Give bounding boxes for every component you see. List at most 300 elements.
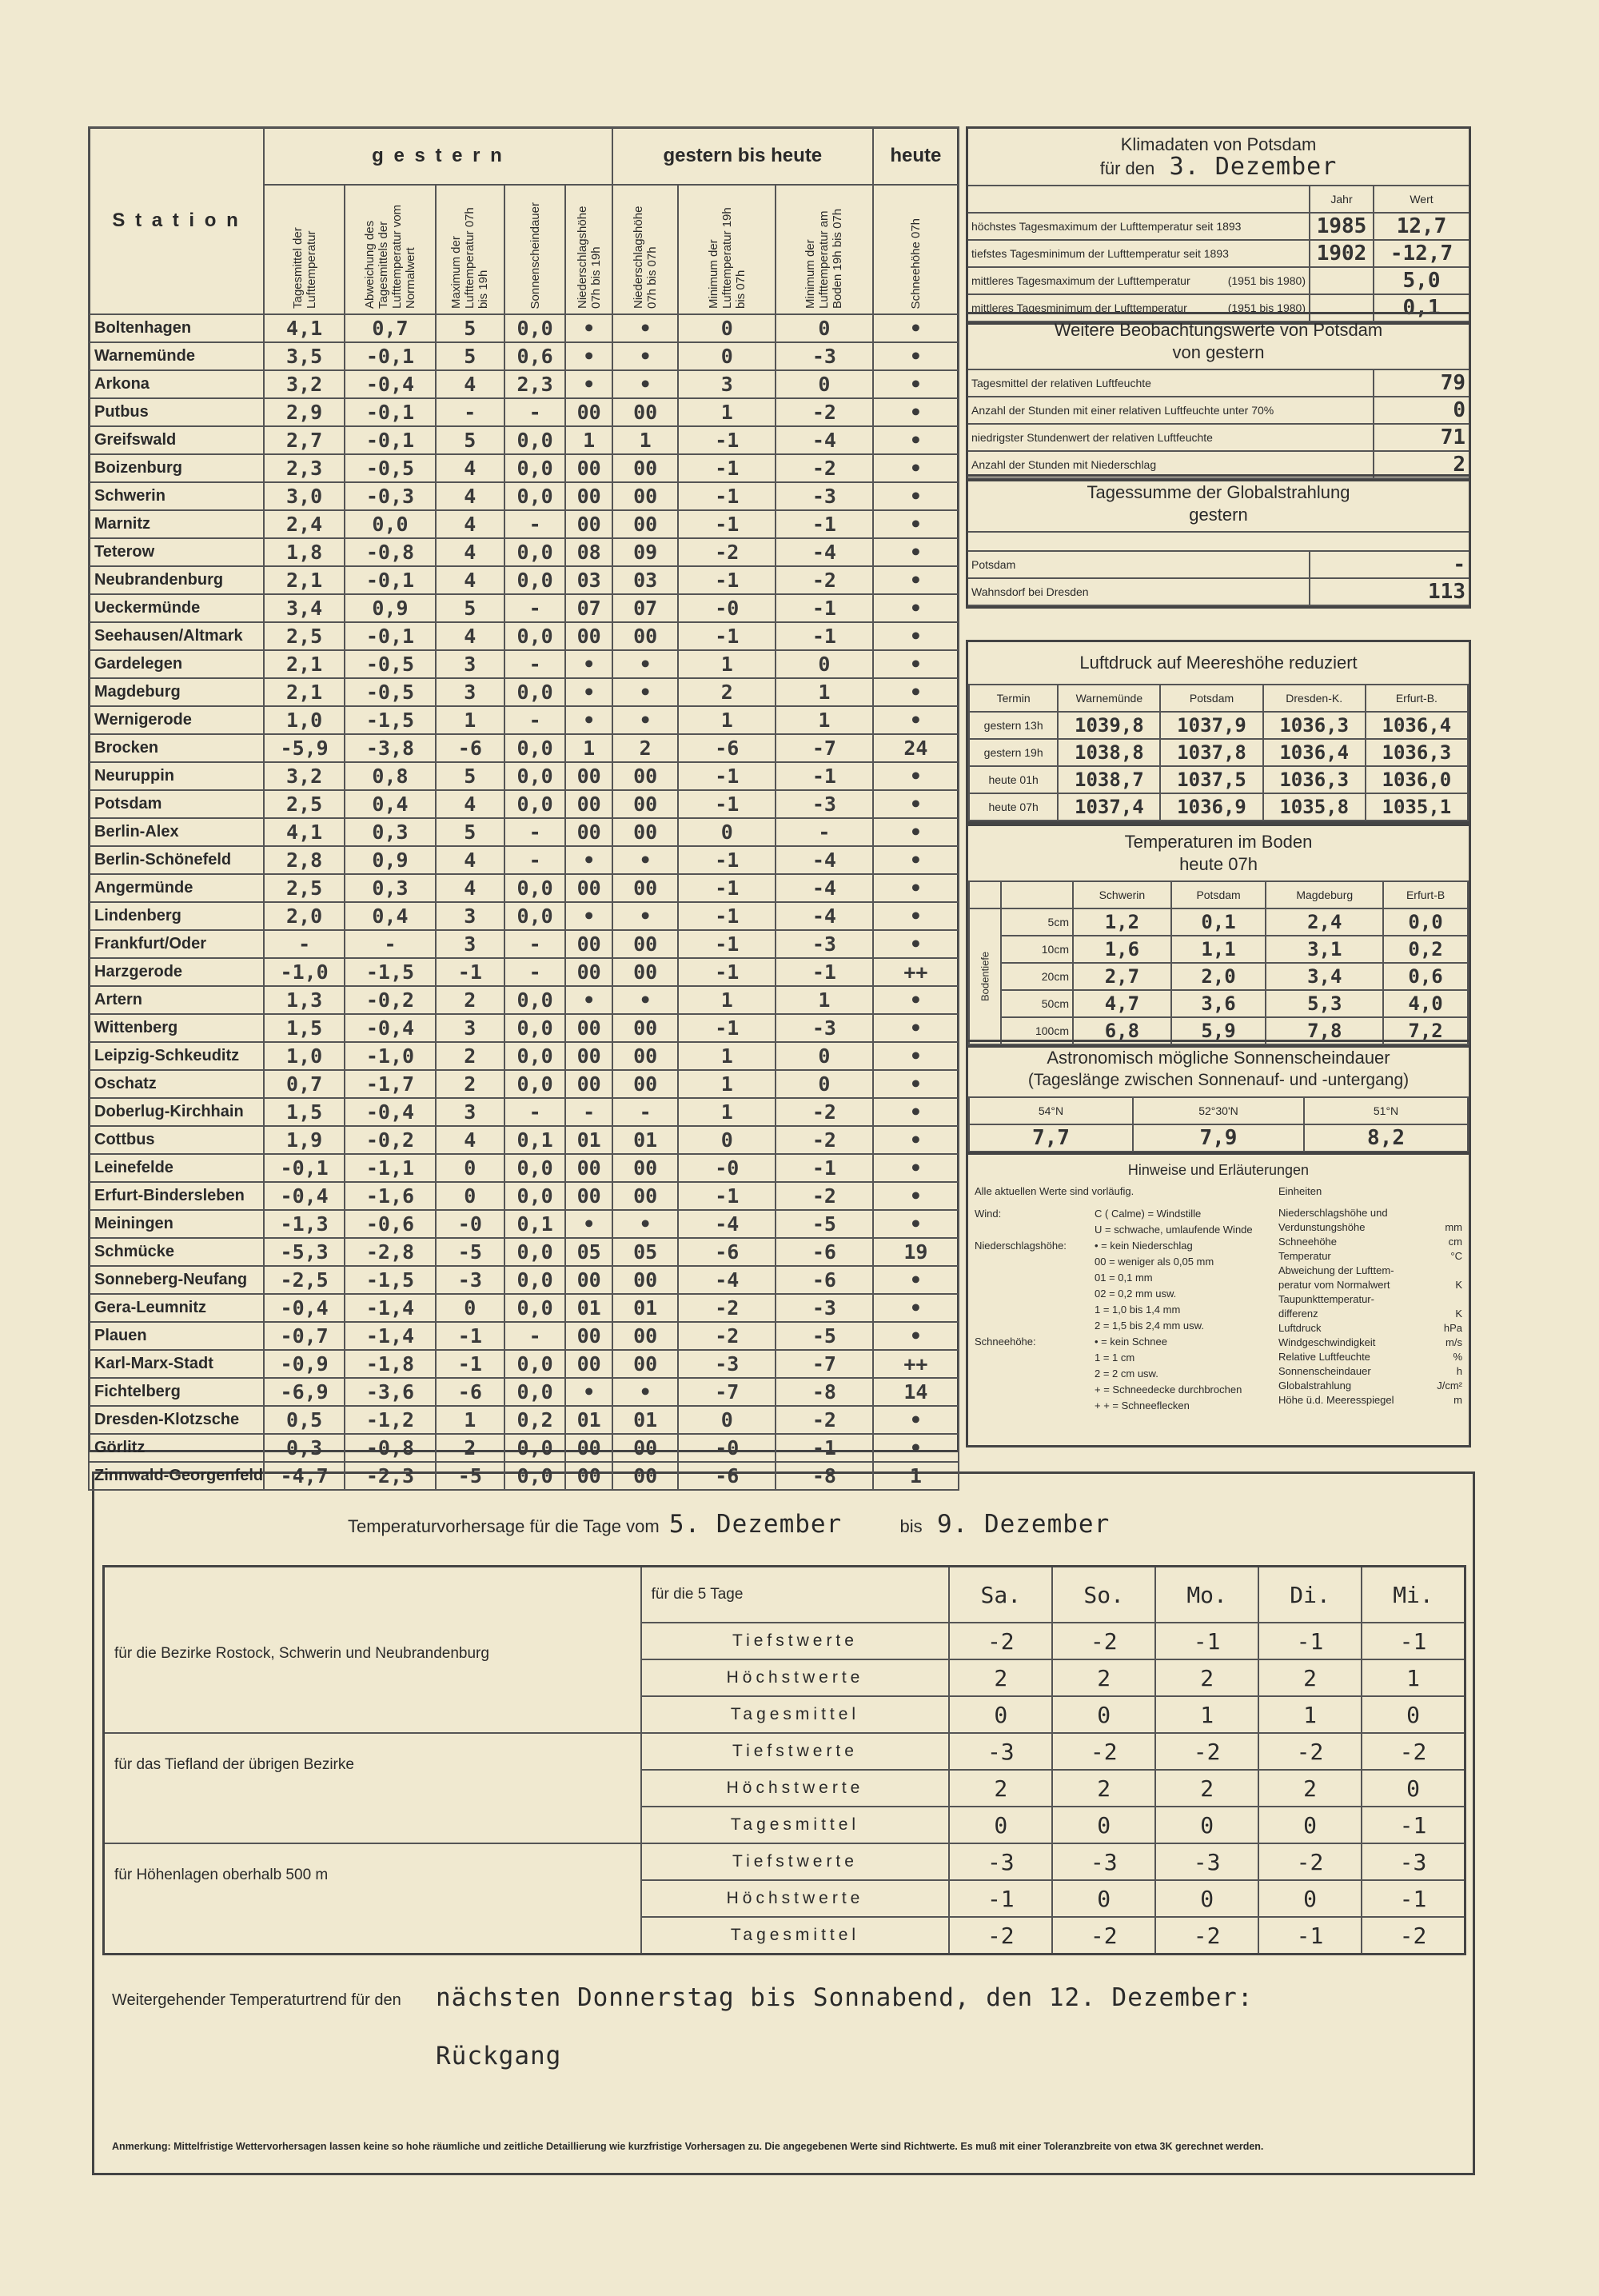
station-value: - [504,650,566,678]
hinweis-key [975,1366,1095,1382]
global-title: Tagessumme der Globalstrahlung [1087,482,1350,502]
hinweis-key [975,1254,1095,1270]
forecast-kind: Tiefstwerte [641,1843,950,1880]
station-name: Potsdam [89,790,264,818]
hinweis-line [975,1302,1278,1318]
boden-value: 1,6 [1073,936,1171,963]
station-value: -0,2 [345,1126,436,1154]
hinweis-text: 00 = weniger als 0,05 mm [1095,1256,1214,1268]
einheit-name: Abweichung der Lufttem- [1278,1264,1394,1276]
station-value: 0,0 [504,314,566,342]
station-row [89,1154,959,1182]
station-name: Meiningen [89,1210,264,1238]
station-value: 0,0 [504,482,566,510]
station-value: 2,1 [264,678,345,706]
station-value: -1 [776,510,873,538]
station-value: 1 [678,986,776,1014]
station-value: 5 [436,426,504,454]
station-value: 00 [565,1014,612,1042]
station-value: 3 [436,1098,504,1126]
station-value: 2 [436,1070,504,1098]
station-value: -6 [776,1266,873,1294]
station-value: - [504,930,566,958]
station-name: Zinnwald-Georgenfeld [89,1462,264,1490]
station-value: 0 [678,342,776,370]
einheit-line [1278,1278,1462,1292]
station-value: -6 [678,1238,776,1266]
station-value: 0,0 [504,734,566,762]
station-name: Putbus [89,398,264,426]
column-header [776,185,873,314]
station-value: -7 [678,1378,776,1406]
hinweis-key [975,1302,1095,1318]
hinweis-line [975,1222,1278,1238]
luftdruck-termin: heute 01h [969,766,1058,793]
column-header-text: Schneehöhe 07h [908,218,923,309]
station-value: 5 [436,818,504,846]
station-value: - [612,1098,679,1126]
station-value: 0,0 [504,874,566,902]
station-value: 00 [565,1266,612,1294]
station-value: 0 [678,314,776,342]
station-value: 4 [436,622,504,650]
klima-period: (1951 bis 1980) [1227,301,1306,314]
station-value: 00 [565,930,612,958]
luftdruck-header: Termin [969,685,1058,712]
luftdruck-panel [966,640,1471,824]
station-row [89,594,959,622]
station-value: 0,0 [504,1462,566,1490]
boden-header: Erfurt-B [1383,881,1468,908]
station-value: -6 [436,734,504,762]
station-value: -1 [678,902,776,930]
klima-row [968,213,1469,240]
station-row [89,1266,959,1294]
forecast-value: -1 [949,1880,1052,1917]
astro-value: 8,2 [1304,1124,1468,1152]
station-value: • [873,1210,959,1238]
luftdruck-header: Erfurt-B. [1366,685,1468,712]
station-value: -3 [776,482,873,510]
station-value: -0,1 [345,566,436,594]
forecast-value: 1 [1258,1696,1362,1733]
station-value: -7 [776,1350,873,1378]
station-value: -0,5 [345,678,436,706]
station-value: 3 [436,930,504,958]
station-value: -6 [776,1238,873,1266]
station-value: 0,0 [504,1266,566,1294]
station-value: -6,9 [264,1378,345,1406]
station-value: • [612,314,679,342]
station-row [89,1014,959,1042]
station-value: • [565,706,612,734]
station-value: 2 [612,734,679,762]
station-value: -0,8 [345,538,436,566]
station-value: 00 [612,1350,679,1378]
station-value: -1 [678,1014,776,1042]
hinweise-intro: Alle aktuellen Werte sind vorläufig. [975,1185,1134,1197]
station-value: -3,8 [345,734,436,762]
einheit-name: Verdunstungshöhe [1278,1221,1366,1233]
luftdruck-value: 1035,8 [1263,793,1366,821]
station-row [89,1378,959,1406]
station-value: • [873,370,959,398]
station-value: -3 [776,1014,873,1042]
hinweis-line [975,1270,1278,1286]
einheit-line [1278,1364,1462,1379]
station-value: • [873,930,959,958]
station-value: 3,5 [264,342,345,370]
hinweis-key [975,1222,1095,1238]
station-value: 0 [776,1042,873,1070]
station-value: -2 [776,566,873,594]
station-value: 00 [612,874,679,902]
station-value: 0 [678,1126,776,1154]
station-value: -0 [678,594,776,622]
station-value: • [873,706,959,734]
station-name: Berlin-Schönefeld [89,846,264,874]
station-row [89,818,959,846]
boden-value: 2,7 [1073,963,1171,990]
station-row [89,538,959,566]
column-header-text: Abweichung des Tagesmittels der Lufttemperatur vom Normalwert [362,204,417,309]
forecast-value: -2 [1052,1917,1155,1955]
boden-row [969,963,1468,990]
station-value: 2 [436,986,504,1014]
station-row [89,1210,959,1238]
station-value: -1,4 [345,1294,436,1322]
station-value: 0,8 [345,762,436,790]
station-value: • [565,1210,612,1238]
klima-date: 3. Dezember [1169,153,1338,181]
station-value: 0,0 [504,1070,566,1098]
station-name: Warnemünde [89,342,264,370]
station-value: -5 [436,1462,504,1490]
station-value: • [612,650,679,678]
forecast-value: 0 [1052,1696,1155,1733]
station-value: • [873,1406,959,1434]
forecast-value: 0 [1052,1880,1155,1917]
boden-value: 1,1 [1171,936,1266,963]
station-value: -1 [678,622,776,650]
station-value: -1,5 [345,706,436,734]
einheit-unit: mm [1445,1221,1462,1233]
station-value: • [612,1378,679,1406]
station-value: 0 [776,650,873,678]
station-value: 01 [565,1406,612,1434]
station-value: -1,7 [345,1070,436,1098]
station-value: 1 [776,986,873,1014]
station-row [89,902,959,930]
station-value: - [504,958,566,986]
station-value: • [565,902,612,930]
forecast-table [102,1565,1466,1955]
station-value: • [873,342,959,370]
hinweise-left [975,1206,1278,1414]
col-jahr: Jahr [1310,186,1374,213]
forecast-kind: Tiefstwerte [641,1733,950,1770]
column-header-text: Maximum der Lufttemperatur 07h bis 19h [449,207,491,309]
station-value: • [565,342,612,370]
station-value: 4 [436,538,504,566]
station-value: 00 [612,790,679,818]
station-value: 0,0 [504,1378,566,1406]
hinweis-line [975,1318,1278,1334]
klima-label: höchstes Tagesmaximum der Lufttemperatur seit 1893 [971,220,1242,233]
station-value: 4 [436,790,504,818]
luftdruck-value: 1036,3 [1366,739,1468,766]
einheit-name: Niederschlagshöhe und [1278,1207,1388,1219]
station-value: 0 [776,370,873,398]
station-value: 1 [678,650,776,678]
luftdruck-value: 1037,8 [1160,739,1262,766]
station-value: - [504,706,566,734]
station-value: 00 [612,398,679,426]
station-row [89,1098,959,1126]
station-value: 01 [565,1126,612,1154]
station-value: 5 [436,594,504,622]
station-value: -1 [776,594,873,622]
station-row [89,1070,959,1098]
boden-value: 4,7 [1073,990,1171,1017]
forecast-value: 0 [1052,1807,1155,1843]
hinweis-text: 02 = 0,2 mm usw. [1095,1288,1177,1300]
einheit-name: Relative Luftfeuchte [1278,1351,1370,1363]
station-value: 4 [436,482,504,510]
klima-wert: 12,7 [1374,213,1469,240]
einheit-name: Windgeschwindigkeit [1278,1336,1376,1348]
station-value: 1 [678,1098,776,1126]
hinweis-key [975,1398,1095,1414]
station-name: Gera-Leumnitz [89,1294,264,1322]
station-value: -0,8 [345,1434,436,1462]
station-value: 0,0 [504,790,566,818]
station-value: • [565,314,612,342]
station-value: 3 [436,678,504,706]
station-value: • [565,1378,612,1406]
station-value: • [873,902,959,930]
luftdruck-value: 1039,8 [1058,712,1160,739]
station-value: -1 [678,566,776,594]
weitere-label: Anzahl der Stunden mit Niederschlag [968,451,1374,478]
hinweis-key [975,1350,1095,1366]
station-value: • [873,510,959,538]
klima-label: mittleres Tagesminimum der Lufttemperatur [971,301,1187,314]
station-value: • [873,874,959,902]
station-value: -2,8 [345,1238,436,1266]
globalstrahlung-panel [966,474,1471,609]
einheit-unit: °C [1450,1250,1462,1262]
station-value: -0,1 [264,1154,345,1182]
hinweis-key [975,1382,1095,1398]
station-name: Lindenberg [89,902,264,930]
station-value: -1,8 [345,1350,436,1378]
boden-value: 3,4 [1266,963,1383,990]
station-value: 0,0 [504,1042,566,1070]
station-value: -3,6 [345,1378,436,1406]
station-value: • [873,566,959,594]
station-value: 2 [436,1434,504,1462]
hinweis-text: 1 = 1 cm [1095,1352,1135,1364]
forecast-value: -1 [1362,1623,1465,1659]
einheit-name: Taupunkttemperatur- [1278,1293,1374,1305]
station-value: 4,1 [264,314,345,342]
station-value: -4 [776,846,873,874]
station-value: -1,1 [345,1154,436,1182]
column-header [565,185,612,314]
station-value: -1 [678,762,776,790]
station-value: 00 [612,454,679,482]
station-value: -2 [776,1182,873,1210]
station-name: Karl-Marx-Stadt [89,1350,264,1378]
station-row [89,454,959,482]
station-value: 2,9 [264,398,345,426]
einheit-name: Schneehöhe [1278,1236,1338,1248]
forecast-value: 1 [1155,1696,1258,1733]
column-header [436,185,504,314]
station-value: 2,5 [264,790,345,818]
station-name: Frankfurt/Oder [89,930,264,958]
column-header-text: Minimum der Lufttemperatur am Boden 19h bis 07h [803,208,845,309]
station-value: 00 [612,958,679,986]
station-value: 2,5 [264,874,345,902]
forecast-value: 2 [1258,1770,1362,1807]
luftdruck-row [969,766,1468,793]
einheit-name: Temperatur [1278,1250,1331,1262]
station-value: 00 [565,454,612,482]
station-row [89,566,959,594]
forecast-value: 0 [949,1807,1052,1843]
forecast-value: -2 [1155,1733,1258,1770]
forecast-value: 0 [1258,1807,1362,1843]
station-value: 00 [565,790,612,818]
einheit-unit: m [1453,1394,1462,1406]
column-header [873,185,959,314]
station-value: 0,6 [504,342,566,370]
forecast-value: 2 [1052,1659,1155,1696]
hinweis-line [975,1238,1278,1254]
station-value: -5 [776,1210,873,1238]
weitere-row [968,397,1469,424]
station-value: 2,0 [264,902,345,930]
forecast-kind: Höchstwerte [641,1770,950,1807]
station-value: 00 [612,930,679,958]
station-row [89,398,959,426]
station-value: 00 [565,1322,612,1350]
station-value: 00 [565,958,612,986]
station-row [89,1238,959,1266]
station-header: S t a t i o n [89,127,264,314]
column-header-text: Sonnenscheindauer [528,202,542,309]
boden-value: 2,0 [1171,963,1266,990]
station-row [89,1322,959,1350]
station-value: -0,1 [345,622,436,650]
station-name: Görlitz [89,1434,264,1462]
luftdruck-value: 1036,4 [1366,712,1468,739]
station-value: 0,3 [345,818,436,846]
luftdruck-value: 1037,4 [1058,793,1160,821]
global-label: Potsdam [968,551,1310,578]
station-value: • [873,622,959,650]
column-header-text: Niederschlagshöhe 07h bis 19h [575,206,603,309]
trend-value: Rückgang [436,2042,562,2070]
station-value: 0,0 [504,678,566,706]
column-header-text: Niederschlagshöhe 07h bis 07h [632,206,660,309]
station-value: -4 [776,426,873,454]
forecast-value: -2 [949,1917,1052,1955]
boden-row [969,990,1468,1017]
station-value: 07 [612,594,679,622]
station-row [89,510,959,538]
klima-wert: 5,0 [1374,267,1469,294]
station-value: 00 [565,622,612,650]
station-name: Artern [89,986,264,1014]
station-value: • [873,482,959,510]
forecast-value: 0 [1362,1770,1465,1807]
forecast-value: -2 [1052,1623,1155,1659]
station-value: 00 [565,1070,612,1098]
station-value: • [873,398,959,426]
station-value: 00 [565,1042,612,1070]
station-value: -1,5 [345,1266,436,1294]
station-value: -3 [776,790,873,818]
forecast-kind: Tagesmittel [641,1696,950,1733]
boden-value: 0,1 [1171,908,1266,936]
station-value: • [873,678,959,706]
station-value: 1 [565,426,612,454]
station-row [89,958,959,986]
forecast-value: -1 [1258,1917,1362,1955]
hinweis-key: Niederschlagshöhe: [975,1240,1067,1252]
forecast-kind: Höchstwerte [641,1659,950,1696]
station-value: • [612,1210,679,1238]
station-name: Leinefelde [89,1154,264,1182]
station-value: 0,0 [504,538,566,566]
global-table [968,550,1469,606]
station-value: 01 [612,1406,679,1434]
group-header-gestern: g e s t e r n [264,127,612,185]
forecast-value: -2 [1052,1733,1155,1770]
column-header-text: Tagesmittel der Lufttemperatur [290,227,318,309]
group-header-heute: heute [873,127,959,185]
station-value: 1 [873,1462,959,1490]
station-value: -6 [678,1462,776,1490]
forecast-region: für Höhenlagen oberhalb 500 m [104,1843,641,1955]
col-wert: Wert [1374,186,1469,213]
station-name: Boltenhagen [89,314,264,342]
station-value: • [873,1042,959,1070]
station-row [89,874,959,902]
forecast-row [104,1733,1465,1770]
boden-header: Magdeburg [1266,881,1383,908]
forecast-date-to: 9. Dezember [936,1510,1111,1539]
astro-title: Astronomisch mögliche Sonnenscheindauer [1047,1048,1390,1068]
klima-label: tiefstes Tagesminimum der Lufttemperatur seit 1893 [971,247,1229,260]
station-value: 0,9 [345,594,436,622]
boden-value: 7,2 [1383,1017,1468,1044]
station-value: 00 [612,1462,679,1490]
station-value: -3 [436,1266,504,1294]
station-value: - [504,510,566,538]
station-value: 00 [612,622,679,650]
station-value: -0 [678,1434,776,1462]
boden-title: Temperaturen im Boden [1124,832,1313,852]
station-value: 0,0 [504,454,566,482]
boden-header: Schwerin [1073,881,1171,908]
boden-value: 5,9 [1171,1017,1266,1044]
forecast-day: So. [1052,1567,1155,1623]
station-row [89,1042,959,1070]
